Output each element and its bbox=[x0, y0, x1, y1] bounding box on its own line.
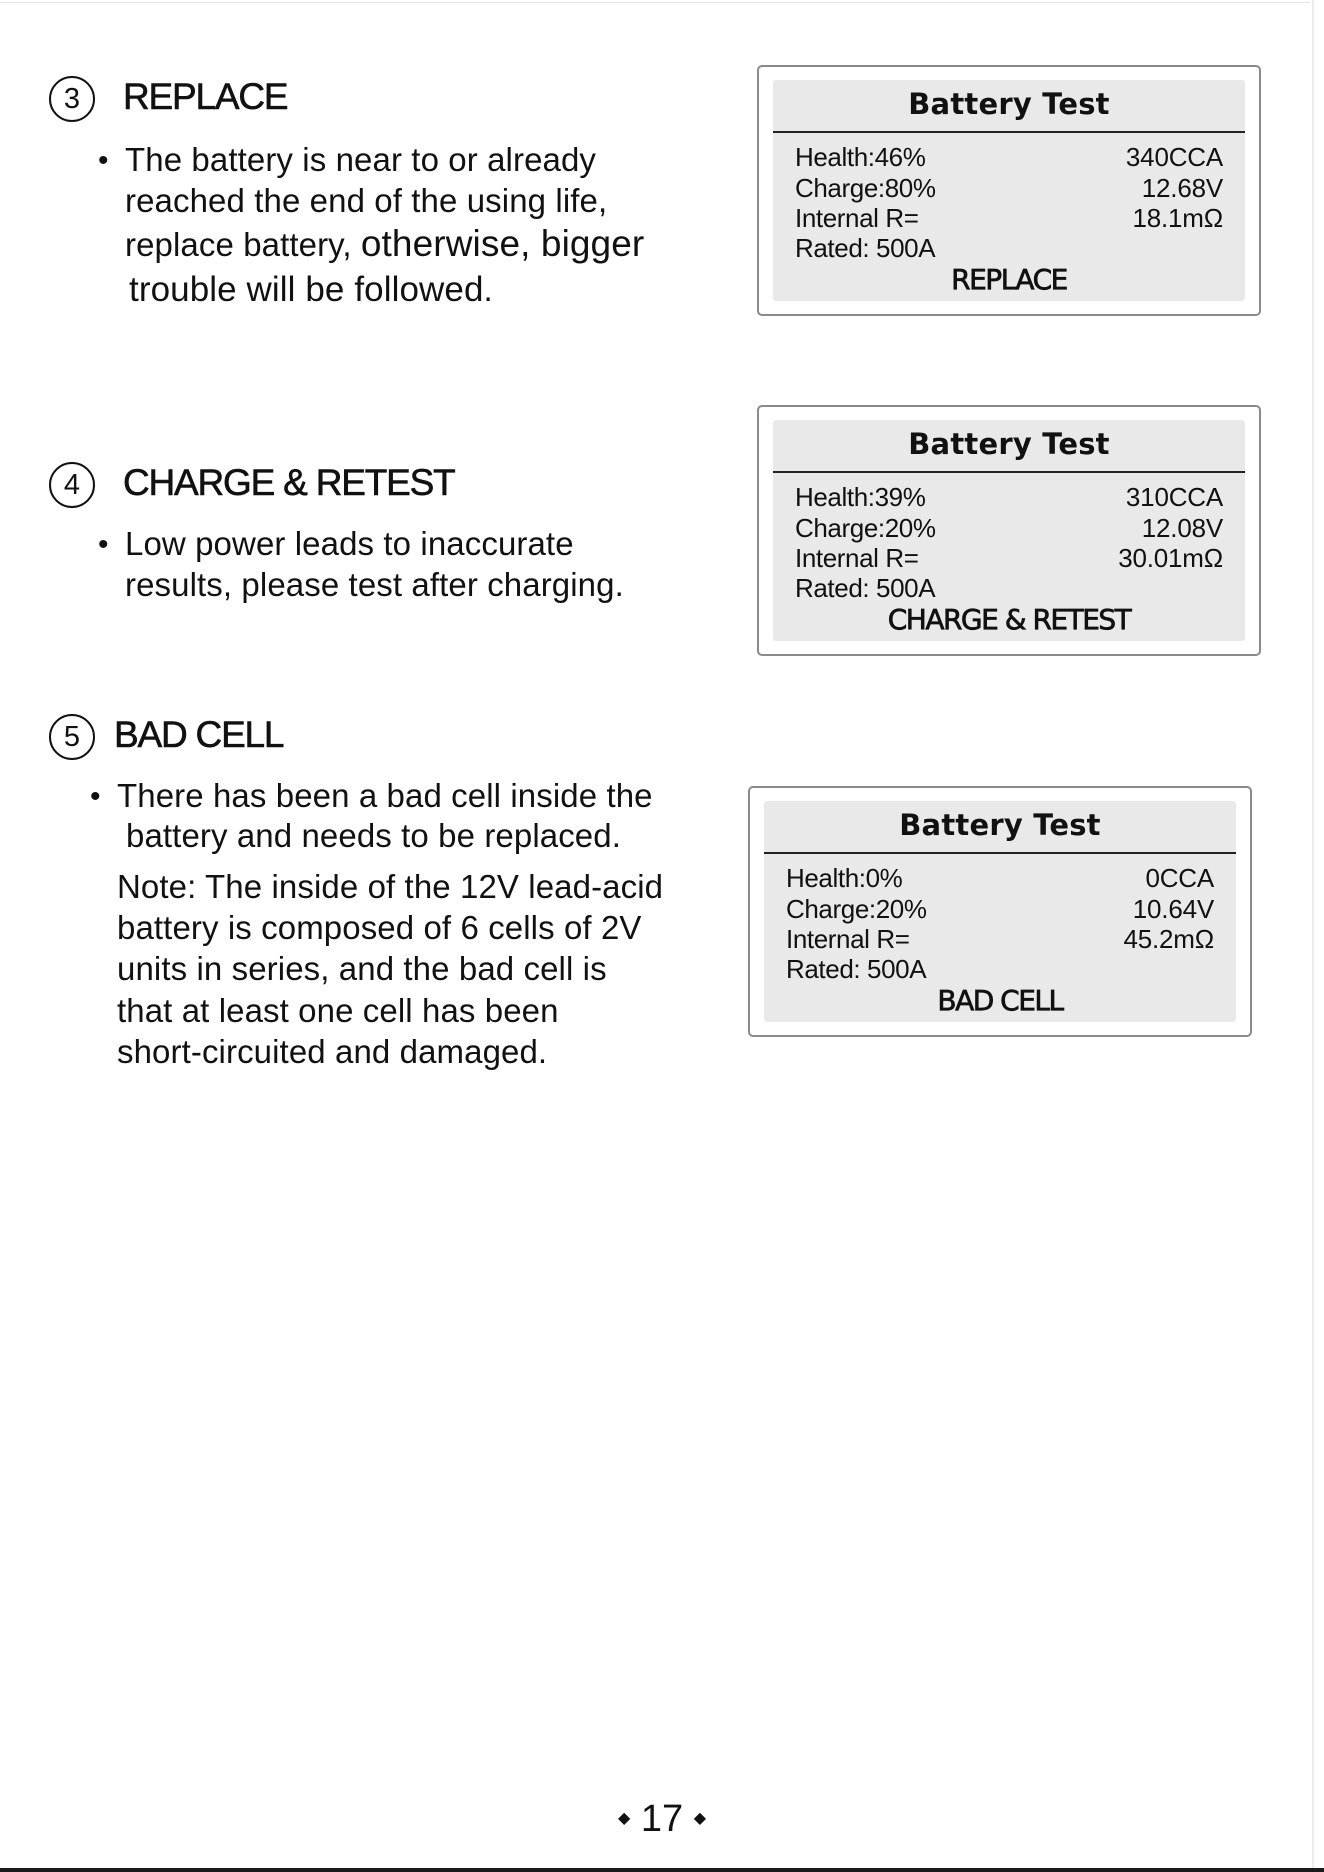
section-heading: CHARGE & RETEST bbox=[123, 462, 455, 503]
health-readout: Health:39% bbox=[795, 482, 926, 512]
diamond-icon: ◆ bbox=[693, 1809, 707, 1827]
body-text-line: There has been a bad cell inside the bbox=[117, 777, 653, 814]
cca-readout: 310CCA bbox=[1125, 482, 1223, 512]
charge-readout: Charge:20% bbox=[795, 513, 936, 543]
voltage-readout: 12.08V bbox=[1141, 513, 1223, 543]
test-result-status: BAD CELL bbox=[937, 984, 1063, 1017]
battery-test-display bbox=[773, 420, 1245, 641]
battery-test-display bbox=[773, 80, 1245, 301]
body-text-line: battery and needs to be replaced. bbox=[126, 817, 621, 854]
note-text-line: units in series, and the bad cell is bbox=[117, 950, 607, 987]
note-text-line: battery is composed of 6 cells of 2V bbox=[117, 909, 642, 946]
body-text-segment: otherwise, bigger bbox=[360, 223, 645, 264]
page-number-value: 17 bbox=[640, 1798, 684, 1840]
page-edge-bottom bbox=[0, 1868, 1324, 1872]
resistance-readout: 45.2mΩ bbox=[1123, 924, 1214, 954]
screen-divider bbox=[764, 852, 1236, 854]
cca-readout: 0CCA bbox=[1145, 863, 1214, 893]
body-text-line bbox=[125, 223, 644, 265]
rated-readout: Rated: 500A bbox=[786, 954, 927, 984]
bullet-icon: • bbox=[98, 144, 109, 177]
voltage-readout: 12.68V bbox=[1141, 173, 1223, 203]
health-readout: Health:0% bbox=[786, 863, 903, 893]
rated-readout: Rated: 500A bbox=[795, 233, 936, 263]
screen-divider bbox=[773, 471, 1245, 473]
screen-title: Battery Test bbox=[908, 87, 1110, 121]
battery-test-screen bbox=[748, 786, 1252, 1037]
cca-readout: 340CCA bbox=[1125, 142, 1223, 172]
charge-readout: Charge:80% bbox=[795, 173, 936, 203]
voltage-readout: 10.64V bbox=[1132, 894, 1214, 924]
note-text-line: Note: The inside of the 12V lead-acid bbox=[117, 868, 664, 905]
section-heading: REPLACE bbox=[123, 76, 288, 117]
body-text-line: results, please test after charging. bbox=[125, 566, 624, 603]
test-result-status: REPLACE bbox=[951, 263, 1067, 296]
body-text-segment: replace battery, bbox=[125, 226, 361, 263]
section-number-circle: 5 bbox=[49, 714, 95, 760]
body-text-segment: . bbox=[483, 271, 493, 308]
battery-test-screen bbox=[757, 405, 1261, 656]
battery-test-screen bbox=[757, 65, 1261, 316]
bullet-icon: • bbox=[98, 528, 109, 561]
bullet-icon: • bbox=[90, 780, 101, 813]
screen-title: Battery Test bbox=[899, 808, 1101, 842]
body-text-line bbox=[129, 269, 493, 310]
section-heading: BAD CELL bbox=[114, 714, 284, 755]
note-text-line: that at least one cell has been bbox=[117, 992, 559, 1029]
section-number-circle: 4 bbox=[49, 462, 95, 508]
charge-readout: Charge:20% bbox=[786, 894, 927, 924]
diamond-icon: ◆ bbox=[617, 1809, 631, 1827]
rated-readout: Rated: 500A bbox=[795, 573, 936, 603]
body-text-segment: trouble will be followed bbox=[129, 270, 484, 309]
resistance-readout: 18.1mΩ bbox=[1132, 203, 1223, 233]
body-text-line: Low power leads to inaccurate bbox=[125, 525, 574, 562]
screen-title: Battery Test bbox=[908, 427, 1110, 461]
internal-resistance-label: Internal R= bbox=[786, 924, 910, 954]
test-result-status: CHARGE & RETEST bbox=[887, 603, 1131, 636]
internal-resistance-label: Internal R= bbox=[795, 543, 919, 573]
internal-resistance-label: Internal R= bbox=[795, 203, 919, 233]
battery-test-display bbox=[764, 801, 1236, 1022]
resistance-readout: 30.01mΩ bbox=[1118, 543, 1223, 573]
page-edge-right bbox=[1312, 0, 1314, 1872]
screen-divider bbox=[773, 131, 1245, 133]
body-text-line: reached the end of the using life, bbox=[125, 182, 608, 219]
section-number-circle: 3 bbox=[49, 76, 95, 122]
page-number bbox=[0, 1798, 1324, 1841]
note-text-line: short-circuited and damaged. bbox=[117, 1033, 548, 1070]
health-readout: Health:46% bbox=[795, 142, 926, 172]
page-edge-top bbox=[0, 2, 1310, 3]
body-text-line: The battery is near to or already bbox=[125, 141, 597, 178]
